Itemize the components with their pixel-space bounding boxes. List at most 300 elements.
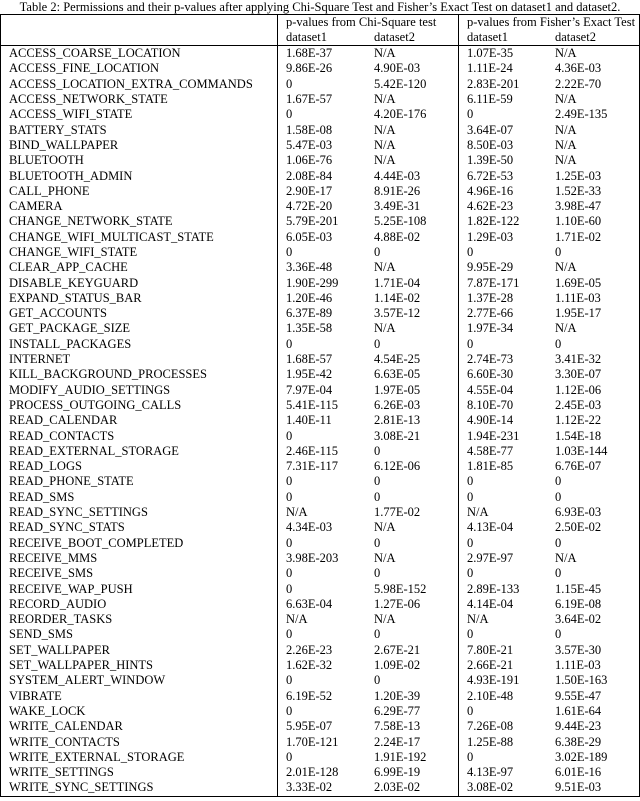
fisher-dataset2-cell: 1.12E-22: [547, 413, 640, 428]
table-row: [1, 107, 640, 122]
fisher-dataset1-cell: 4.55E-04: [467, 382, 514, 397]
fisher-dataset2-cell: N/A: [547, 92, 640, 107]
fisher-dataset1-cell: 1.94E-231: [467, 428, 520, 443]
table-row: [1, 383, 640, 398]
fisher-dataset2-cell: 6.93E-03: [547, 505, 640, 520]
fisher-dataset2-cell: 1.61E-64: [547, 704, 640, 719]
fisher-dataset1-cell: 2.89E-133: [467, 581, 520, 596]
fisher-dataset2-cell: 9.51E-03: [547, 780, 640, 796]
fisher-dataset2-cell: 3.30E-07: [547, 367, 640, 382]
permission-name-cell: CLEAR_APP_CACHE: [1, 260, 278, 275]
chi-dataset1-cell: 4.72E-20: [286, 199, 333, 214]
permission-name-cell: WRITE_CALENDAR: [1, 719, 278, 734]
fisher-dataset1-cell: 0: [467, 566, 474, 581]
chi-dataset1-cell: 0: [286, 245, 293, 259]
permission-name-cell: CALL_PHONE: [1, 184, 278, 199]
permission-name-cell: EXPAND_STATUS_BAR: [1, 291, 278, 306]
table-row: [1, 688, 640, 703]
fisher-dataset1-cell: 0: [467, 749, 474, 764]
chi-dataset1-cell: 1.62E-32: [286, 658, 333, 673]
chi-dataset2-cell: 0: [366, 245, 459, 260]
table-row: [1, 230, 640, 245]
chi-dataset1-cell: 6.63E-04: [286, 596, 333, 611]
fisher-dataset1-cell: 2.10E-48: [467, 688, 514, 703]
fisher-dataset2-cell: 0: [547, 490, 640, 505]
chi-dataset2-cell: 3.57E-12: [366, 306, 459, 321]
permission-name-cell: KILL_BACKGROUND_PROCESSES: [1, 367, 278, 382]
fisher-dataset1-cell: N/A: [467, 612, 489, 627]
permission-name-cell: CHANGE_WIFI_MULTICAST_STATE: [1, 230, 278, 245]
fisher-dataset2-cell: N/A: [547, 46, 640, 62]
fisher-dataset2-cell: 3.41E-32: [547, 352, 640, 367]
fisher-dataset1-cell: 3.08E-02: [459, 780, 548, 796]
table-row: [1, 490, 640, 505]
permission-name-cell: INTERNET: [1, 352, 278, 367]
chi-dataset1-cell: 1.90E-299: [286, 275, 339, 290]
table-row: [1, 138, 640, 153]
fisher-dataset2-header: dataset2: [547, 30, 640, 46]
chi-dataset1-cell: 7.31E-117: [286, 459, 338, 474]
chi-dataset2-cell: 6.63E-05: [366, 367, 459, 382]
chi-dataset1-cell: 1.20E-46: [286, 290, 333, 305]
chi-dataset1-cell: 9.86E-26: [286, 61, 333, 76]
fisher-dataset2-cell: 1.15E-45: [547, 581, 640, 596]
fisher-dataset2-cell: 1.52E-33: [547, 184, 640, 199]
fisher-dataset1-cell: 1.11E-24: [467, 61, 513, 76]
fisher-dataset2-cell: 0: [547, 245, 640, 260]
chi-dataset1-cell: 2.01E-128: [286, 765, 339, 780]
chi-dataset1-cell: 3.98E-203: [286, 550, 339, 565]
chi-dataset1-cell: 0: [286, 428, 293, 443]
permission-name-cell: RECEIVE_BOOT_COMPLETED: [1, 536, 278, 551]
table-row: [1, 275, 640, 290]
fisher-dataset1-cell: 4.58E-77: [467, 443, 514, 458]
chi-dataset2-cell: N/A: [366, 321, 459, 336]
chi-dataset1-cell: 6.05E-03: [286, 229, 333, 244]
table-row: [1, 214, 640, 229]
fisher-dataset2-cell: 1.11E-03: [547, 291, 640, 306]
chi-dataset1-cell: 7.97E-04: [286, 382, 333, 397]
fisher-dataset1-cell: 1.39E-50: [467, 153, 514, 168]
fisher-dataset1-cell: N/A: [467, 505, 489, 520]
table-row: [1, 719, 640, 734]
chi-dataset1-cell: 6.37E-89: [286, 306, 333, 321]
fisher-dataset1-cell: 0: [467, 474, 474, 489]
table-row: [1, 352, 640, 367]
chi-dataset2-cell: 2.81E-13: [366, 413, 459, 428]
fisher-dataset2-cell: 0: [547, 536, 640, 551]
chi-dataset1-cell: 1.95E-42: [286, 367, 333, 382]
permissions-pvalue-table: [0, 14, 640, 797]
chi-dataset1-cell: 3.33E-02: [278, 780, 367, 796]
table-row: [1, 597, 640, 612]
chi-dataset1-cell: N/A: [286, 505, 308, 520]
chi-dataset2-cell: 1.14E-02: [366, 291, 459, 306]
chi-dataset2-cell: N/A: [366, 138, 459, 153]
table-row: [1, 168, 640, 183]
chi-dataset1-cell: 1.58E-08: [286, 122, 333, 137]
chi-dataset1-cell: 5.79E-201: [286, 214, 339, 229]
fisher-dataset2-cell: 1.03E-144: [547, 444, 640, 459]
fisher-dataset1-cell: 6.60E-30: [467, 367, 514, 382]
chi-dataset2-cell: 5.42E-120: [366, 77, 459, 92]
fisher-dataset1-cell: 0: [467, 336, 474, 351]
fisher-dataset1-cell: 2.97E-97: [467, 550, 514, 565]
table-row: [1, 505, 640, 520]
permission-name-cell: SET_WALLPAPER: [1, 643, 278, 658]
fisher-dataset2-cell: N/A: [547, 260, 640, 275]
fisher-dataset2-cell: 1.71E-02: [547, 230, 640, 245]
permission-name-cell: PROCESS_OUTGOING_CALLS: [1, 398, 278, 413]
fisher-dataset2-cell: 4.36E-03: [547, 61, 640, 76]
chi-dataset2-cell: 1.09E-02: [366, 658, 459, 673]
permission-name-cell: MODIFY_AUDIO_SETTINGS: [1, 383, 278, 398]
chi-dataset2-cell: 4.20E-176: [366, 107, 459, 122]
chi-dataset1-cell: 1.06E-76: [286, 153, 333, 168]
permission-name-cell: BLUETOOTH_ADMIN: [1, 168, 278, 183]
table-row: [1, 122, 640, 137]
chi-dataset2-cell: 0: [366, 490, 459, 505]
fisher-dataset1-cell: 7.26E-08: [467, 719, 514, 734]
chi-dataset1-cell: 5.95E-07: [286, 719, 333, 734]
chi-dataset2-cell: N/A: [366, 46, 459, 62]
chi-dataset1-cell: 5.47E-03: [286, 137, 333, 152]
table-row: [1, 398, 640, 413]
table-row: [1, 444, 640, 459]
table-row: [1, 474, 640, 489]
fisher-dataset1-cell: 3.64E-07: [467, 122, 514, 137]
fisher-dataset1-cell: 4.14E-04: [467, 596, 514, 611]
table-row: [1, 459, 640, 474]
chi-dataset2-cell: 0: [366, 474, 459, 489]
chi-dataset1-cell: 2.08E-84: [286, 168, 333, 183]
table-row: [1, 520, 640, 535]
permission-name-cell: READ_LOGS: [1, 459, 278, 474]
permission-name-cell: BLUETOOTH: [1, 153, 278, 168]
permission-name-cell: READ_SYNC_STATS: [1, 520, 278, 535]
fisher-dataset1-cell: 4.90E-14: [467, 413, 514, 428]
fisher-dataset2-cell: N/A: [547, 321, 640, 336]
permission-name-cell: REORDER_TASKS: [1, 612, 278, 627]
permission-name-cell: SET_WALLPAPER_HINTS: [1, 658, 278, 673]
fisher-dataset1-cell: 1.82E-122: [467, 214, 520, 229]
chi-dataset2-header: dataset2: [366, 30, 459, 46]
chi-dataset2-cell: 2.24E-17: [366, 734, 459, 749]
table-row: [1, 46, 640, 62]
fisher-dataset2-cell: 1.95E-17: [547, 306, 640, 321]
fisher-dataset1-cell: 4.13E-97: [467, 765, 514, 780]
table-row: [1, 260, 640, 275]
chi-dataset2-cell: 3.08E-21: [366, 428, 459, 443]
chi-dataset2-cell: N/A: [366, 260, 459, 275]
chi-dataset2-cell: 0: [366, 673, 459, 688]
permission-name-cell: GET_ACCOUNTS: [1, 306, 278, 321]
fisher-dataset2-cell: 1.10E-60: [547, 214, 640, 229]
chi-dataset2-cell: 1.91E-192: [366, 750, 459, 765]
fisher-dataset2-cell: N/A: [547, 551, 640, 566]
group-header-row: [1, 15, 640, 31]
chi-dataset1-cell: 0: [286, 627, 293, 642]
fisher-dataset2-cell: 3.57E-30: [547, 643, 640, 658]
permission-name-cell: WRITE_CONTACTS: [1, 734, 278, 749]
fisher-dataset1-cell: 8.50E-03: [467, 137, 514, 152]
fisher-dataset2-cell: 0: [547, 474, 640, 489]
fisher-dataset1-cell: 1.97E-34: [467, 321, 514, 336]
table-row: [1, 780, 640, 796]
fisher-dataset1-cell: 0: [467, 245, 474, 259]
table-row: [1, 321, 640, 336]
permission-name-cell: ACCESS_FINE_LOCATION: [1, 61, 278, 76]
chi-dataset2-cell: 1.97E-05: [366, 383, 459, 398]
table-row: [1, 77, 640, 92]
fisher-dataset2-cell: 3.02E-189: [547, 750, 640, 765]
chi-dataset1-cell: 0: [286, 581, 293, 596]
fisher-dataset1-cell: 8.10E-70: [467, 397, 514, 412]
permission-header-cell: [1, 15, 278, 31]
permission-name-cell: ACCESS_COARSE_LOCATION: [1, 46, 278, 62]
fisher-dataset2-cell: 3.64E-02: [547, 612, 640, 627]
chi-dataset2-cell: N/A: [366, 153, 459, 168]
chi-dataset1-cell: 0: [286, 703, 293, 718]
table-row: [1, 673, 640, 688]
fisher-dataset1-cell: 4.93E-191: [467, 673, 520, 688]
fisher-dataset1-cell: 7.87E-171: [467, 275, 520, 290]
fisher-dataset1-cell: 0: [467, 703, 474, 718]
table-row: [1, 428, 640, 443]
table-row: [1, 153, 640, 168]
fisher-dataset2-cell: 3.98E-47: [547, 199, 640, 214]
chi-dataset1-cell: 1.67E-57: [286, 92, 333, 107]
chi-dataset2-cell: N/A: [366, 520, 459, 535]
chi-dataset2-cell: N/A: [366, 551, 459, 566]
table-row: [1, 551, 640, 566]
chi-dataset2-cell: 6.29E-77: [366, 704, 459, 719]
fisher-dataset1-cell: 9.95E-29: [467, 260, 514, 275]
chi-dataset1-cell: 0: [286, 336, 293, 351]
chi-dataset1-cell: 0: [286, 673, 293, 688]
fisher-dataset1-cell: 7.80E-21: [467, 642, 514, 657]
permission-name-cell: RECEIVE_WAP_PUSH: [1, 581, 278, 596]
permission-name-cell: CAMERA: [1, 199, 278, 214]
permission-name-cell: ACCESS_LOCATION_EXTRA_COMMANDS: [1, 77, 278, 92]
chi-dataset2-cell: 2.67E-21: [366, 643, 459, 658]
table-row: [1, 765, 640, 780]
permission-name-cell: READ_CONTACTS: [1, 428, 278, 443]
table-row: [1, 413, 640, 428]
fisher-dataset2-cell: 0: [547, 566, 640, 581]
chi-dataset2-cell: 6.99E-19: [366, 765, 459, 780]
chi-dataset2-cell: 1.77E-02: [366, 505, 459, 520]
chi-dataset1-cell: 0: [286, 489, 293, 504]
permission-name-cell: READ_PHONE_STATE: [1, 474, 278, 489]
chi-dataset1-cell: 1.70E-121: [286, 734, 339, 749]
fisher-group-header: p-values from Fisher’s Exact Test: [459, 15, 640, 31]
chi-dataset1-cell: 2.26E-23: [286, 642, 333, 657]
chi-dataset2-cell: 3.49E-31: [366, 199, 459, 214]
chi-dataset1-cell: 0: [286, 566, 293, 581]
permission-name-cell: ACCESS_NETWORK_STATE: [1, 92, 278, 107]
fisher-dataset2-cell: 2.50E-02: [547, 520, 640, 535]
fisher-dataset2-cell: N/A: [547, 122, 640, 137]
fisher-dataset1-cell: 6.72E-53: [467, 168, 514, 183]
fisher-dataset2-cell: 1.50E-163: [547, 673, 640, 688]
dataset-header-row: [1, 30, 640, 46]
chi-dataset2-cell: 4.54E-25: [366, 352, 459, 367]
fisher-dataset1-cell: 2.74E-73: [467, 352, 514, 367]
chi-dataset2-cell: 5.98E-152: [366, 581, 459, 596]
chi-dataset1-cell: N/A: [286, 612, 308, 627]
chi-dataset2-cell: 0: [366, 627, 459, 642]
chi-dataset1-cell: 2.46E-115: [286, 443, 338, 458]
permission-subheader-cell: [1, 30, 278, 46]
fisher-dataset1-cell: 1.25E-88: [467, 734, 514, 749]
fisher-dataset2-cell: 9.44E-23: [547, 719, 640, 734]
chi-dataset2-cell: 6.12E-06: [366, 459, 459, 474]
permission-name-cell: RECEIVE_SMS: [1, 566, 278, 581]
permission-name-cell: READ_SMS: [1, 490, 278, 505]
chi-dataset1-cell: 2.90E-17: [286, 183, 333, 198]
chi-dataset1-cell: 0: [286, 107, 293, 122]
permission-name-cell: CHANGE_WIFI_STATE: [1, 245, 278, 260]
table-row: [1, 704, 640, 719]
fisher-dataset1-cell: 0: [467, 489, 474, 504]
permission-name-cell: RECORD_AUDIO: [1, 597, 278, 612]
fisher-dataset2-cell: 6.19E-08: [547, 597, 640, 612]
chi-dataset1-cell: 5.41E-115: [286, 397, 338, 412]
fisher-dataset1-cell: 2.66E-21: [467, 658, 514, 673]
fisher-dataset1-cell: 1.29E-03: [467, 229, 514, 244]
fisher-dataset2-cell: 1.54E-18: [547, 428, 640, 443]
fisher-dataset2-cell: 1.11E-03: [547, 658, 640, 673]
chi-dataset2-cell: 1.71E-04: [366, 275, 459, 290]
permission-name-cell: WRITE_SETTINGS: [1, 765, 278, 780]
permission-name-cell: RECEIVE_MMS: [1, 551, 278, 566]
table-row: [1, 734, 640, 749]
table-row: [1, 306, 640, 321]
chi-dataset1-cell: 1.35E-58: [286, 321, 333, 336]
fisher-dataset2-cell: 6.76E-07: [547, 459, 640, 474]
fisher-dataset1-header: dataset1: [459, 30, 548, 46]
permission-name-cell: VIBRATE: [1, 688, 278, 703]
table-row: [1, 184, 640, 199]
chi-dataset1-cell: 3.36E-48: [286, 260, 333, 275]
chi-dataset1-cell: 6.19E-52: [286, 688, 333, 703]
permission-name-cell: WRITE_EXTERNAL_STORAGE: [1, 750, 278, 765]
table-row: [1, 612, 640, 627]
fisher-dataset2-cell: N/A: [547, 138, 640, 153]
table-row: [1, 658, 640, 673]
permission-name-cell: SYSTEM_ALERT_WINDOW: [1, 673, 278, 688]
chi-dataset2-cell: 2.03E-02: [366, 780, 459, 796]
chi-dataset2-cell: 6.26E-03: [366, 398, 459, 413]
fisher-dataset2-cell: 6.01E-16: [547, 765, 640, 780]
fisher-dataset1-cell: 4.13E-04: [467, 520, 514, 535]
chi-dataset1-cell: 0: [286, 76, 293, 91]
fisher-dataset1-cell: 4.62E-23: [467, 199, 514, 214]
table-row: [1, 61, 640, 76]
fisher-dataset1-cell: 1.07E-35: [467, 46, 514, 61]
fisher-dataset2-cell: 0: [547, 337, 640, 352]
permission-name-cell: WAKE_LOCK: [1, 704, 278, 719]
chi-dataset2-cell: 5.25E-108: [366, 214, 459, 229]
chi-dataset2-cell: 4.88E-02: [366, 230, 459, 245]
permission-name-cell: INSTALL_PACKAGES: [1, 337, 278, 352]
permission-name-cell: SEND_SMS: [1, 627, 278, 642]
chi-dataset2-cell: 0: [366, 337, 459, 352]
fisher-dataset2-cell: 9.55E-47: [547, 688, 640, 703]
chi-dataset2-cell: 0: [366, 536, 459, 551]
permission-name-cell: WRITE_SYNC_SETTINGS: [1, 780, 278, 796]
table-row: [1, 337, 640, 352]
fisher-dataset1-cell: 4.96E-16: [467, 183, 514, 198]
permission-name-cell: READ_CALENDAR: [1, 413, 278, 428]
permission-name-cell: DISABLE_KEYGUARD: [1, 275, 278, 290]
permission-name-cell: CHANGE_NETWORK_STATE: [1, 214, 278, 229]
fisher-dataset1-cell: 0: [467, 627, 474, 642]
fisher-dataset2-cell: 2.45E-03: [547, 398, 640, 413]
permission-name-cell: BIND_WALLPAPER: [1, 138, 278, 153]
fisher-dataset2-cell: 2.49E-135: [547, 107, 640, 122]
table-row: [1, 750, 640, 765]
chi-dataset1-cell: 1.68E-37: [286, 46, 333, 61]
chi-dataset2-cell: N/A: [366, 122, 459, 137]
chi-dataset2-cell: 1.27E-06: [366, 597, 459, 612]
table-row: [1, 291, 640, 306]
chi-dataset2-cell: 1.20E-39: [366, 688, 459, 703]
table-row: [1, 627, 640, 642]
chi-dataset1-cell: 1.68E-57: [286, 352, 333, 367]
table-row: [1, 643, 640, 658]
table-row: [1, 536, 640, 551]
permission-name-cell: READ_SYNC_SETTINGS: [1, 505, 278, 520]
fisher-dataset2-cell: 1.12E-06: [547, 383, 640, 398]
chi-dataset2-cell: 8.91E-26: [366, 184, 459, 199]
chi-dataset1-cell: 4.34E-03: [286, 520, 333, 535]
chi-dataset2-cell: 4.44E-03: [366, 168, 459, 183]
table-row: [1, 92, 640, 107]
chi-dataset2-cell: 0: [366, 444, 459, 459]
permission-name-cell: GET_PACKAGE_SIZE: [1, 321, 278, 336]
chi-dataset2-cell: 4.90E-03: [366, 61, 459, 76]
fisher-dataset1-cell: 2.77E-66: [467, 306, 514, 321]
chi-dataset2-cell: 7.58E-13: [366, 719, 459, 734]
chi-dataset1-header: dataset1: [278, 30, 367, 46]
table-caption: Table 2: Permissions and their p-values after applying Chi-Square Test and Fisher’s Exact Test on dataset1 and dataset2.: [19, 0, 621, 14]
chi-dataset1-cell: 1.40E-11: [286, 413, 332, 428]
chi-dataset1-cell: 0: [286, 474, 293, 489]
chi-dataset2-cell: N/A: [366, 92, 459, 107]
chi-dataset1-cell: 0: [286, 749, 293, 764]
fisher-dataset1-cell: 1.37E-28: [467, 290, 514, 305]
fisher-dataset2-cell: N/A: [547, 153, 640, 168]
table-row: [1, 199, 640, 214]
table-row: [1, 367, 640, 382]
fisher-dataset2-cell: 2.22E-70: [547, 77, 640, 92]
permission-name-cell: ACCESS_WIFI_STATE: [1, 107, 278, 122]
fisher-dataset2-cell: 0: [547, 627, 640, 642]
table-row: [1, 245, 640, 260]
table-row: [1, 581, 640, 596]
fisher-dataset2-cell: 1.25E-03: [547, 168, 640, 183]
fisher-dataset1-cell: 6.11E-59: [467, 92, 513, 107]
fisher-dataset2-cell: 6.38E-29: [547, 734, 640, 749]
permission-name-cell: BATTERY_STATS: [1, 122, 278, 137]
fisher-dataset1-cell: 0: [467, 535, 474, 550]
fisher-dataset2-cell: 1.69E-05: [547, 275, 640, 290]
table-row: [1, 566, 640, 581]
chi-square-group-header: p-values from Chi-Square test: [278, 15, 459, 31]
fisher-dataset1-cell: 1.81E-85: [467, 459, 514, 474]
